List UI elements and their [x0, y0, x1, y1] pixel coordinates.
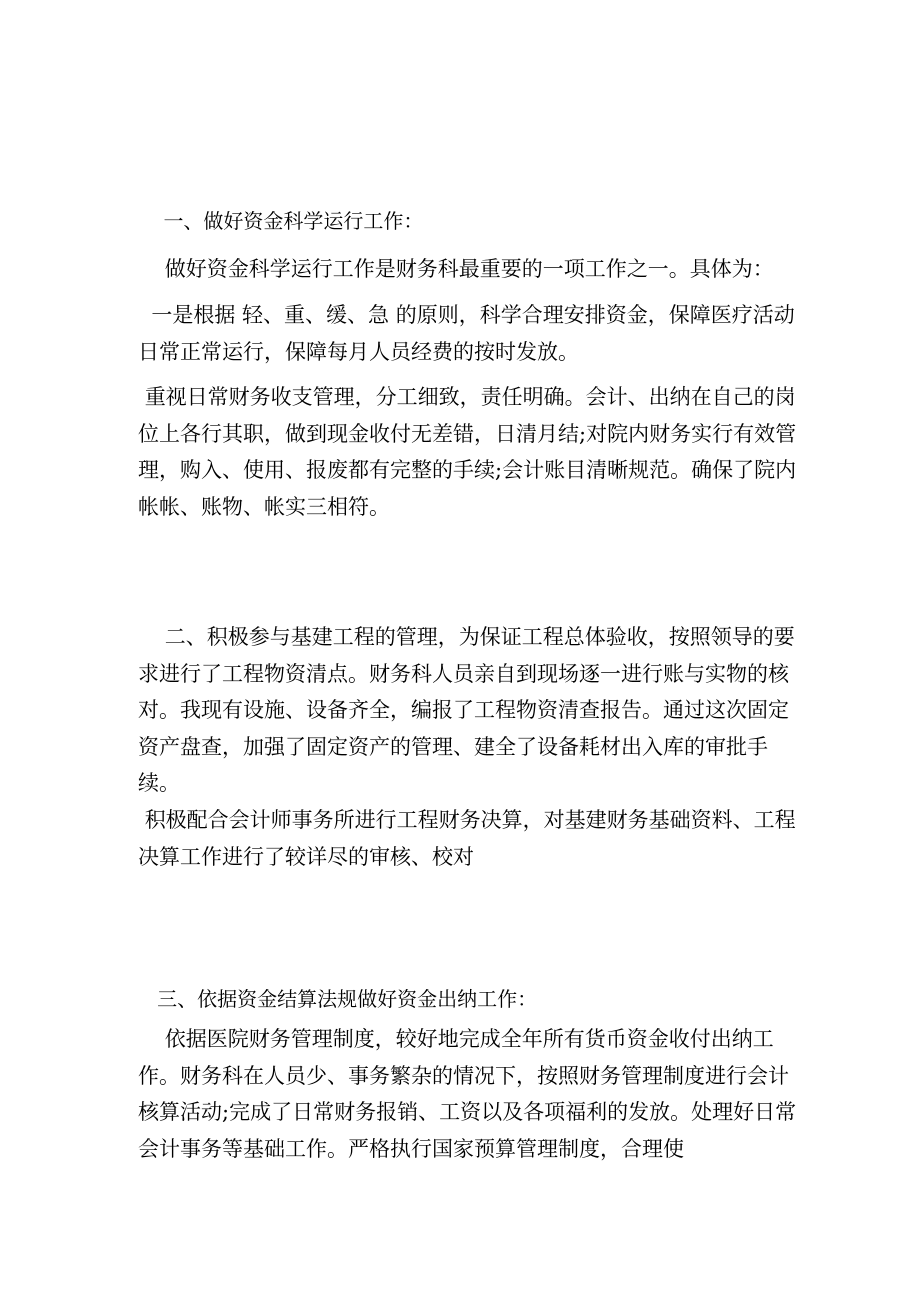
section-heading-3: 三、依据资金结算法规做好资金出纳工作： — [138, 987, 538, 1011]
paragraph: 做好资金科学运行工作是财务科最重要的一项工作之一。具体为： — [138, 257, 774, 281]
section-heading-1: 一、做好资金科学运行工作： — [138, 209, 424, 233]
paragraph: 重视日常财务收支管理，分工细致，责任明确。会计、出纳在自己的岗位上各行其职，做到现金收付无差错，日清月结;对院内财务实行有效管理，购入、使用、报废都有完整的手续;会计账目清晰规范。确保了院内帐帐、账物、帐实三相符。 — [138, 385, 797, 519]
section-heading-2-paragraph: 二、积极参与基建工程的管理，为保证工程总体验收，按照领导的要求进行了工程物资清点。财务科人员亲自到现场逐一进行账与实物的核对。我现有设施、设备齐全，编报了工程物资清查报告。通过这次固定资产盘查，加强了固定资产的管理、建全了设备耗材出入库的审批手续。 — [138, 625, 795, 795]
paragraph: 积极配合会计师事务所进行工程财务决算，对基建财务基础资料、工程决算工作进行了较详尽的审核、校对 — [138, 808, 796, 869]
paragraph: 依据医院财务管理制度，较好地完成全年所有货币资金收付出纳工作。财务科在人员少、事务繁杂的情况下，按照财务管理制度进行会计核算活动;完成了日常财务报销、工资以及各项福利的发放。处理好日常会计事务等基础工作。严格执行国家预算管理制度，合理使 — [138, 1027, 797, 1161]
paragraph: 一是根据 轻、重、缓、急 的原则，科学合理安排资金，保障医疗活动日常正常运行，保障每月人员经费的按时发放。 — [138, 303, 795, 364]
